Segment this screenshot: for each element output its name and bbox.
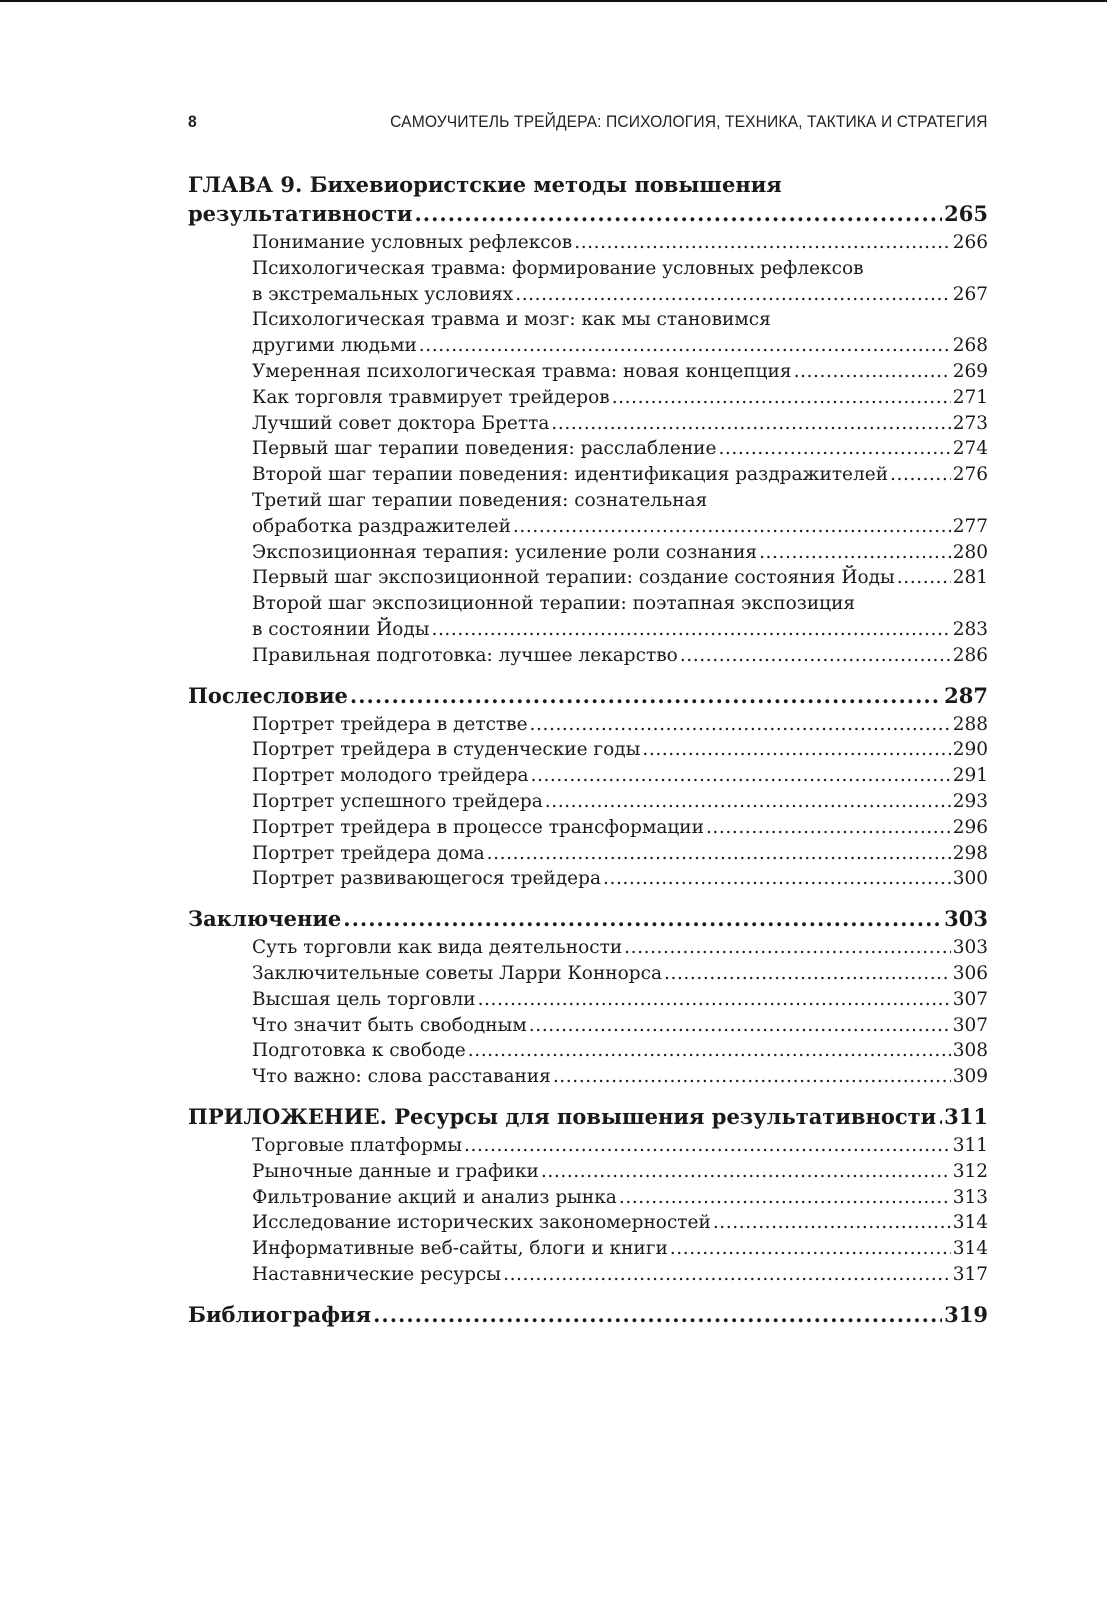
- toc-section-item[interactable]: [252, 565, 988, 591]
- section-title: Высшая цель торговли: [252, 988, 476, 1010]
- section-page-number: 281: [952, 567, 988, 589]
- section-page-number: 283: [952, 618, 988, 640]
- section-page-number: 317: [952, 1263, 988, 1285]
- chapter-heading[interactable]: [188, 1300, 988, 1329]
- section-page-number: 271: [952, 386, 988, 408]
- section-entry: [252, 763, 988, 789]
- section-entry: [252, 1013, 988, 1039]
- chapter-title: ПРИЛОЖЕНИЕ. Ресурсы для повышения результативности: [188, 1103, 937, 1129]
- section-page-number: 266: [952, 232, 988, 253]
- toc-chapter: [188, 1102, 988, 1288]
- section-title: Умеренная психологическая травма: новая концепция: [252, 360, 792, 382]
- section-page-number: 269: [952, 360, 988, 382]
- toc-section-item[interactable]: [252, 1262, 988, 1288]
- dot-leader: [478, 987, 951, 1013]
- section-page-number: 307: [952, 988, 988, 1010]
- section-entry: [252, 1185, 988, 1211]
- section-page-number: 291: [952, 765, 988, 787]
- chapter-page-number: 303: [944, 906, 988, 932]
- section-title: Наставнические ресурсы: [252, 1263, 502, 1285]
- section-list: [188, 1133, 988, 1288]
- section-page-number: 296: [952, 816, 988, 838]
- section-title: Торговые платформы: [252, 1134, 463, 1156]
- dot-leader: [713, 1210, 951, 1236]
- toc-section-item[interactable]: [252, 1236, 988, 1262]
- dot-leader: [343, 904, 942, 933]
- section-entry: [252, 1159, 988, 1185]
- chapter-heading[interactable]: [188, 170, 988, 228]
- section-page-number: 298: [952, 842, 988, 864]
- section-entry: [252, 935, 988, 961]
- toc-section-item[interactable]: [252, 462, 988, 488]
- section-page-number: 288: [952, 713, 988, 735]
- section-title: Фильтрование акций и анализ рынка: [252, 1186, 617, 1208]
- dot-leader: [530, 763, 950, 789]
- table-of-contents: [188, 170, 988, 1329]
- toc-section-item[interactable]: [252, 815, 988, 841]
- toc-chapter: [188, 1300, 988, 1329]
- section-entry: [252, 1064, 988, 1090]
- dot-leader: [530, 712, 951, 738]
- dot-leader: [890, 462, 951, 488]
- section-title: Портрет успешного трейдера: [252, 790, 543, 812]
- chapter-entry: [188, 1300, 988, 1329]
- dot-leader: [545, 789, 951, 815]
- chapter-page-number: 287: [944, 682, 988, 708]
- toc-section-item[interactable]: [252, 961, 988, 987]
- chapter-page-number: 311: [944, 1103, 988, 1129]
- section-list: [188, 712, 988, 893]
- section-title: Лучший совет доктора Бретта: [252, 412, 550, 434]
- toc-section-item[interactable]: [252, 643, 988, 669]
- section-title: Правильная подготовка: лучшее лекарство: [252, 644, 678, 666]
- section-title: Что значит быть свободным: [252, 1014, 527, 1036]
- chapter-page-number: 319: [944, 1301, 988, 1327]
- section-entry: [252, 1236, 988, 1262]
- section-page-number: 307: [952, 1014, 988, 1036]
- toc-section-item[interactable]: [252, 712, 988, 738]
- section-page-number: 276: [952, 464, 988, 486]
- section-title: Понимание условных рефлексов: [252, 232, 573, 253]
- chapter-entry: [188, 681, 988, 710]
- toc-section-item[interactable]: [252, 1038, 988, 1064]
- section-entry: [252, 866, 988, 892]
- section-list: [188, 935, 988, 1090]
- section-title: Портрет трейдера в студенческие годы: [252, 739, 641, 761]
- section-title: Заключительные советы Ларри Коннорса: [252, 962, 662, 984]
- toc-section-item[interactable]: [252, 935, 988, 961]
- section-entry: [252, 462, 988, 488]
- section-entry: [252, 1262, 988, 1288]
- dot-leader: [464, 1133, 951, 1159]
- toc-section-item[interactable]: [252, 591, 988, 643]
- dot-leader: [759, 540, 951, 566]
- section-entry: [252, 1133, 988, 1159]
- toc-section-item[interactable]: [252, 385, 988, 411]
- dot-leader: [551, 411, 950, 437]
- section-title: Первый шаг терапии поведения: расслабление: [252, 438, 717, 460]
- section-title: Первый шаг экспозиционной терапии: создание состояния Йоды: [252, 567, 895, 589]
- dot-leader: [574, 230, 950, 256]
- dot-leader: [487, 841, 951, 867]
- section-page-number: 314: [952, 1212, 988, 1234]
- section-title: Суть торговли как вида деятельности: [252, 937, 623, 959]
- section-page-number: 300: [952, 868, 988, 890]
- section-page-number: 290: [952, 739, 988, 761]
- section-entry: [252, 1038, 988, 1064]
- toc-chapter: [188, 170, 988, 669]
- section-entry: [252, 789, 988, 815]
- toc-section-item[interactable]: [252, 763, 988, 789]
- section-entry: [252, 565, 988, 591]
- section-page-number: 313: [952, 1186, 988, 1208]
- toc-section-item[interactable]: [252, 1013, 988, 1039]
- toc-section-item[interactable]: [252, 1185, 988, 1211]
- dot-leader: [373, 1300, 942, 1329]
- dot-leader: [513, 514, 951, 540]
- section-page-number: 314: [952, 1238, 988, 1260]
- dot-leader: [794, 359, 951, 385]
- toc-section-item[interactable]: [252, 256, 988, 308]
- toc-section-item[interactable]: [252, 841, 988, 867]
- section-page-number: 308: [952, 1040, 988, 1062]
- section-list: [188, 230, 988, 669]
- section-title: в экстремальных условиях: [252, 283, 514, 305]
- section-entry: [252, 1210, 988, 1236]
- toc-section-item[interactable]: [252, 436, 988, 462]
- section-entry: [252, 282, 988, 308]
- section-entry: [252, 411, 988, 437]
- section-title-line1: Психологическая травма и мозг: как мы становимся: [252, 309, 771, 331]
- section-title: Исследование исторических закономерностей: [252, 1212, 711, 1234]
- section-title: Портрет трейдера в процессе трансформации: [252, 816, 704, 838]
- chapter-heading[interactable]: [188, 1102, 988, 1131]
- chapter-title: Заключение: [188, 906, 342, 932]
- section-page-number: 303: [952, 937, 988, 959]
- section-page-number: 280: [952, 541, 988, 563]
- dot-leader: [642, 737, 950, 763]
- page-top-border: [0, 0, 1107, 2]
- section-title: Как торговля травмирует трейдеров: [252, 386, 610, 408]
- chapter-entry: [188, 199, 988, 228]
- dot-leader: [718, 436, 950, 462]
- chapter-entry: [188, 1102, 988, 1131]
- toc-section-item[interactable]: [252, 1064, 988, 1090]
- chapter-title-line1: ГЛАВА 9. Бихевиористские методы повышения: [188, 172, 782, 197]
- section-title: Информативные веб-сайты, блоги и книги: [252, 1238, 668, 1260]
- section-page-number: 277: [952, 515, 988, 537]
- section-page-number: 268: [952, 335, 988, 357]
- section-title-line1: Психологическая травма: формирование условных рефлексов: [252, 257, 864, 279]
- section-page-number: 286: [952, 644, 988, 666]
- dot-leader: [553, 1064, 951, 1090]
- dot-leader: [612, 385, 951, 411]
- section-title-line1: Третий шаг терапии поведения: сознательная: [252, 489, 708, 511]
- toc-section-item[interactable]: [252, 987, 988, 1013]
- chapter-title: Библиография: [188, 1301, 372, 1327]
- dot-leader: [670, 1236, 951, 1262]
- section-title: Что важно: слова расставания: [252, 1066, 551, 1088]
- section-entry: [252, 617, 988, 643]
- dot-leader: [350, 681, 942, 710]
- dot-leader: [515, 282, 950, 308]
- section-title: Подготовка к свободе: [252, 1040, 466, 1062]
- toc-section-item[interactable]: [252, 359, 988, 385]
- dot-leader: [503, 1262, 951, 1288]
- section-entry: [252, 436, 988, 462]
- section-title: другими людьми: [252, 335, 417, 357]
- toc-chapter: [188, 681, 988, 893]
- toc-chapter: [188, 904, 988, 1090]
- book-title: САМОУЧИТЕЛЬ ТРЕЙДЕРА: ПСИХОЛОГИЯ, ТЕХНИКА, ТАКТИКА И СТРАТЕГИЯ: [390, 112, 988, 131]
- dot-leader: [529, 1013, 951, 1039]
- dot-leader: [706, 815, 951, 841]
- section-title: Портрет трейдера в детстве: [252, 713, 528, 735]
- section-entry: [252, 230, 988, 256]
- section-entry: [252, 359, 988, 385]
- toc-section-item[interactable]: [252, 789, 988, 815]
- toc-section-item[interactable]: [252, 307, 988, 359]
- dot-leader: [664, 961, 951, 987]
- section-title: Портрет трейдера дома: [252, 842, 485, 864]
- section-entry: [252, 514, 988, 540]
- section-title: Второй шаг терапии поведения: идентификация раздражителей: [252, 464, 889, 486]
- section-entry: [252, 540, 988, 566]
- section-page-number: 306: [952, 962, 988, 984]
- dot-leader: [541, 1159, 951, 1185]
- dot-leader: [619, 1185, 951, 1211]
- chapter-entry: [188, 904, 988, 933]
- section-entry: [252, 815, 988, 841]
- section-title: Экспозиционная терапия: усиление роли сознания: [252, 541, 758, 563]
- toc-section-item[interactable]: [252, 411, 988, 437]
- section-title: обработка раздражителей: [252, 515, 511, 537]
- chapter-title: Послесловие: [188, 682, 348, 708]
- dot-leader: [680, 643, 951, 669]
- page-number: 8: [188, 112, 197, 131]
- dot-leader: [938, 1102, 942, 1131]
- toc-section-item[interactable]: [252, 866, 988, 892]
- chapter-heading[interactable]: [188, 904, 988, 933]
- section-title: Рыночные данные и графики: [252, 1160, 539, 1182]
- dot-leader: [603, 866, 951, 892]
- toc-section-item[interactable]: [252, 1133, 988, 1159]
- toc-section-item[interactable]: [252, 230, 988, 256]
- dot-leader: [897, 565, 951, 591]
- toc-section-item[interactable]: [252, 1159, 988, 1185]
- section-page-number: 293: [952, 790, 988, 812]
- section-entry: [252, 961, 988, 987]
- section-page-number: 311: [952, 1134, 988, 1156]
- section-title: Портрет молодого трейдера: [252, 765, 529, 787]
- section-title: Портрет развивающегося трейдера: [252, 868, 601, 890]
- section-entry: [252, 987, 988, 1013]
- section-page-number: 273: [952, 412, 988, 434]
- section-page-number: 309: [952, 1066, 988, 1088]
- section-entry: [252, 643, 988, 669]
- toc-section-item[interactable]: [252, 737, 988, 763]
- chapter-heading[interactable]: [188, 681, 988, 710]
- section-entry: [252, 712, 988, 738]
- chapter-title: результативности: [188, 201, 413, 226]
- chapter-page-number: 265: [944, 201, 988, 226]
- section-entry: [252, 841, 988, 867]
- section-page-number: 312: [952, 1160, 988, 1182]
- toc-section-item[interactable]: [252, 540, 988, 566]
- section-page-number: 267: [952, 283, 988, 305]
- section-entry: [252, 385, 988, 411]
- book-page: [188, 112, 988, 1329]
- toc-section-item[interactable]: [252, 488, 988, 540]
- section-title-line1: Второй шаг экспозиционной терапии: поэтапная экспозиция: [252, 593, 856, 615]
- dot-leader: [468, 1038, 951, 1064]
- section-title: в состоянии Йоды: [252, 618, 430, 640]
- dot-leader: [431, 617, 950, 643]
- section-entry: [252, 737, 988, 763]
- dot-leader: [415, 199, 943, 228]
- running-header: [188, 112, 987, 142]
- dot-leader: [624, 935, 951, 961]
- toc-section-item[interactable]: [252, 1210, 988, 1236]
- section-page-number: 274: [952, 438, 988, 460]
- dot-leader: [419, 333, 951, 359]
- section-entry: [252, 333, 988, 359]
